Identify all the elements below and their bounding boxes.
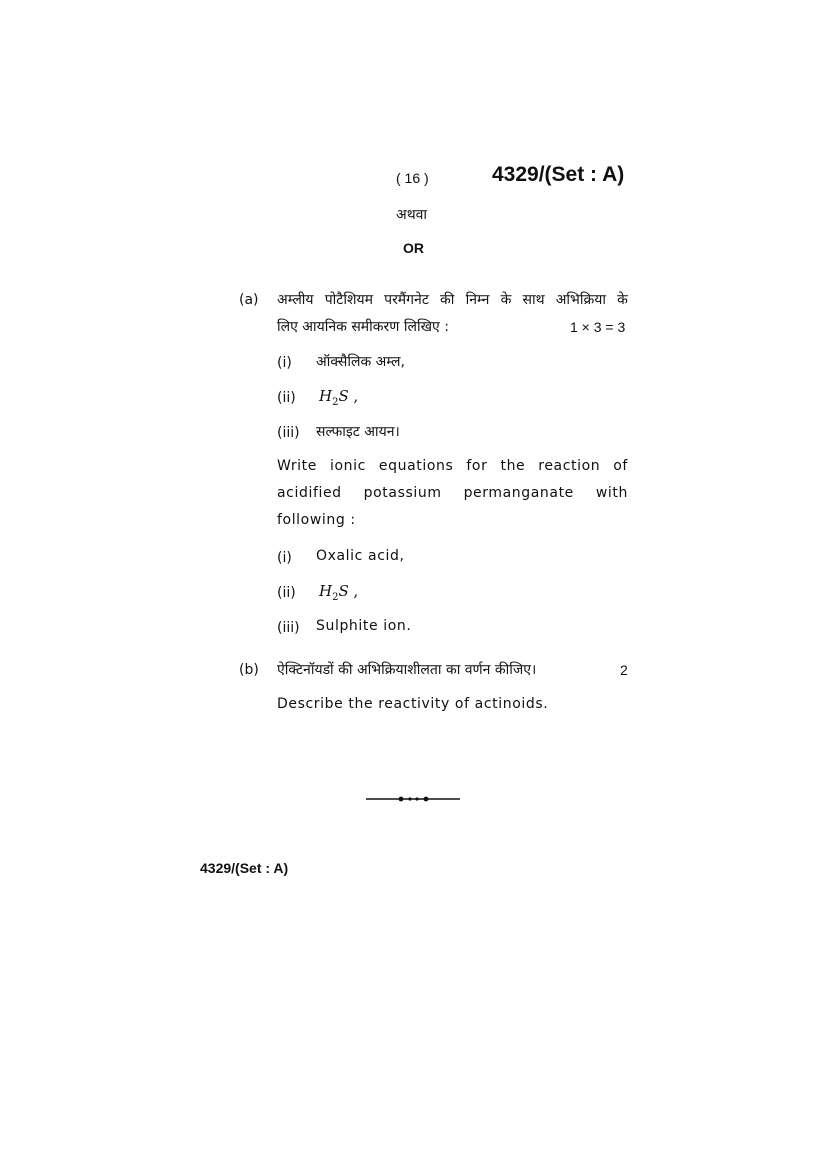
english-item-text: Sulphite ion. [316,618,412,634]
english-item-label: (i) [277,550,292,566]
question-b-marks: 2 [620,662,628,678]
word: equations [378,458,454,474]
question-a-english-line2 [277,485,628,501]
hindi-item-text: ऑक्सैलिक अम्ल, [316,354,405,370]
word: साथ [522,292,545,308]
question-b-hindi: ऐक्टिनॉयडों की अभिक्रियाशीलता का वर्णन कीजिए। [277,662,537,678]
word: of [613,458,628,474]
word: के [500,292,512,308]
word: with [595,485,628,501]
hindi-item-text: सल्फाइट आयन। [316,424,400,440]
word: acidified [277,485,342,501]
question-b-label: (b) [239,662,259,678]
word: पोटैशियम [324,292,373,308]
hindi-item-label: (iii) [277,425,300,441]
end-ornament [364,792,462,806]
hindi-item-label: (i) [277,355,292,371]
question-a-english-line3: following : [277,512,356,528]
english-item-text: Oxalic acid, [316,548,405,564]
question-a-label: (a) [239,292,259,308]
hindi-item-label: (ii) [277,390,296,406]
word: ionic [329,458,366,474]
word: निम्न [465,292,490,308]
question-a-hindi-line1 [277,290,628,309]
word: की [440,292,455,308]
paper-code-header: 4329/(Set : A) [492,163,625,186]
english-item-label: (iii) [277,620,300,636]
question-a-marks: 1 × 3 = 3 [570,319,626,335]
word: अभिक्रिया [555,292,606,308]
separator-hindi: अथवा [396,207,428,223]
word: Write [277,458,317,474]
word: reaction [538,458,601,474]
page-number: ( 16 ) [396,170,429,186]
word: the [500,458,526,474]
word: परमैंगनेट [384,292,429,308]
word: अम्लीय [277,292,314,308]
word: potassium [363,485,442,501]
formula-h2s: $H_2S$ , [319,582,359,603]
word: के [617,292,628,308]
question-a-english-line1 [277,458,628,474]
word: permanganate [463,485,574,501]
word: for [466,458,488,474]
paper-code-footer: 4329/(Set : A) [200,860,289,876]
question-b-english: Describe the reactivity of actinoids. [277,696,549,712]
english-item-label: (ii) [277,585,296,601]
separator-english: OR [403,240,424,256]
formula-h2s: $H_2S$ , [319,387,359,408]
question-a-hindi-line2: लिए आयनिक समीकरण लिखिए : [277,319,449,335]
